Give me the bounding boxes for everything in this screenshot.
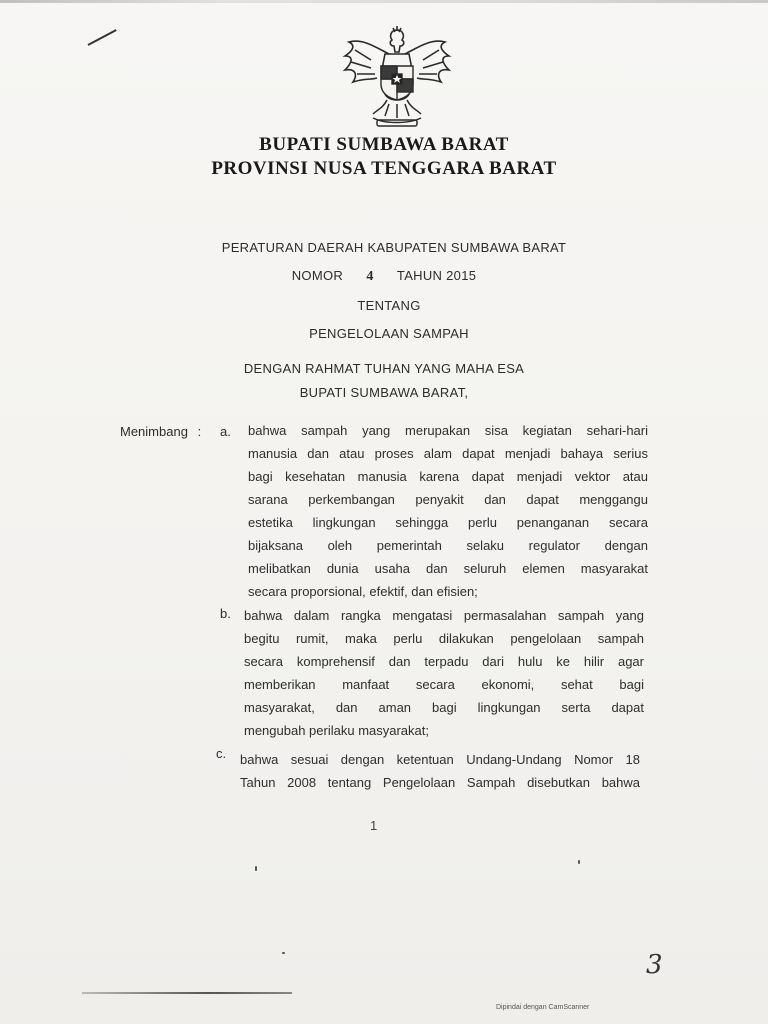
item-b-letter: b. [220,606,231,621]
item-b-text [244,604,644,742]
item-a-text [248,419,648,603]
menimbang-separator: : [197,424,202,439]
scan-edge [0,0,768,3]
regulation-number-row [0,268,768,285]
header-regent-title: BUPATI SUMBAWA BARAT [259,134,509,155]
item-a-line: sarana perkembangan penyakit dan dapat menggangu [248,492,648,507]
pen-mark [88,29,117,46]
garuda-pancasila-emblem-icon [337,24,457,132]
item-a-line: secara proporsional, efektif, dan efisien; [248,584,478,599]
item-a-line: melibatkan dunia usaha dan seluruh elemen masyarakat [248,561,648,576]
scanner-watermark: Dipindai dengan CamScanner [496,1004,590,1011]
page-number: 1 [370,818,378,833]
item-a-letter: a. [220,424,231,439]
item-a-line: bijaksana oleh pemerintah selaku regulator dengan [248,538,648,553]
nomor-value: 4 [366,269,374,284]
scan-speck [578,860,580,864]
item-b-line: memberikan manfaat secara ekonomi, sehat bagi [244,677,644,692]
item-a-line: manusia dan atau proses alam dapat menjadi bahaya serius [248,446,648,461]
item-a-line: bagi kesehatan manusia karena dapat menjadi vektor atau [248,469,648,484]
item-b-line: masyarakat, dan aman bagi lingkungan serta dapat [244,700,644,715]
scan-speck [255,866,257,871]
item-b-line: secara komprehensif dan terpadu dari hulu ke hilir agar [244,654,644,669]
header-province-title: PROVINSI NUSA TENGGARA BARAT [211,158,557,179]
bottom-scan-line [82,992,292,994]
regulation-title: PERATURAN DAERAH KABUPATEN SUMBAWA BARAT [221,240,567,255]
tahun-label: TAHUN 2015 [396,268,477,283]
blessing-line: DENGAN RAHMAT TUHAN YANG MAHA ESA [243,361,525,376]
item-b-line: mengubah perilaku masyarakat; [244,723,429,738]
item-c-letter: c. [216,746,227,761]
item-a-line: estetika lingkungan sehingga perlu penanganan secara [248,515,648,530]
menimbang-word: Menimbang [120,424,188,439]
regent-line: BUPATI SUMBAWA BARAT, [299,385,469,400]
scan-speck [282,952,285,954]
item-c-text [240,748,640,794]
item-c-line: bahwa sesuai dengan ketentuan Undang-Undang Nomor 18 [240,752,640,767]
menimbang-label [120,424,201,439]
handwritten-number: 3 [646,950,663,980]
item-b-line: begitu rumit, maka perlu dilakukan pengelolaan sampah [244,631,644,646]
regulation-subject: PENGELOLAAN SAMPAH [309,326,469,341]
item-c-line: Tahun 2008 tentang Pengelolaan Sampah disebutkan bahwa [240,775,640,790]
tentang-label: TENTANG [357,298,421,313]
item-a-line: bahwa sampah yang merupakan sisa kegiatan sehari-hari [248,423,648,438]
nomor-label: NOMOR [291,268,344,283]
item-b-line: bahwa dalam rangka mengatasi permasalahan sampah yang [244,608,644,623]
